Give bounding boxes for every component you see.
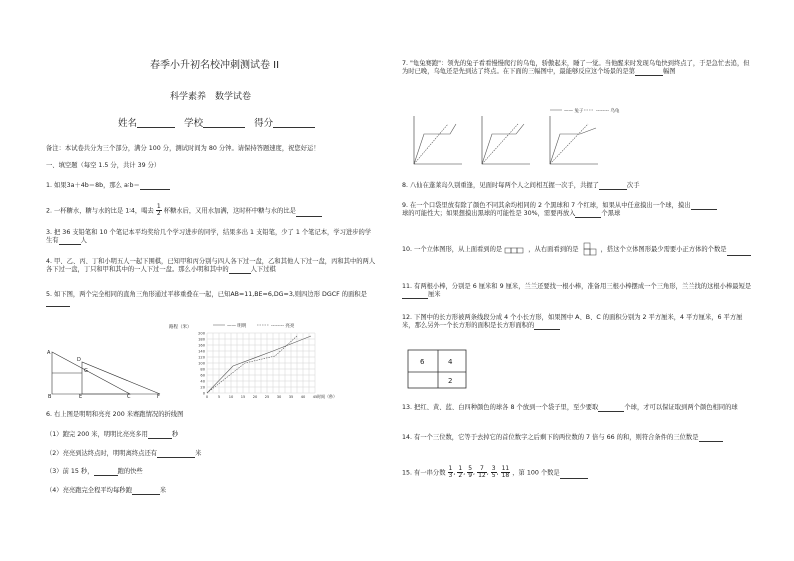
fraction: $\frac{1}{3}$ — [448, 465, 453, 479]
x-tick: 5 — [217, 395, 221, 399]
fraction: $\frac{1}{2}$ — [156, 203, 161, 217]
label-c: C — [127, 394, 131, 400]
question-13-text-a: 13. 把红、黄、蓝、白四种颜色的球各 8 个放到一个袋子里，至少要取 — [402, 404, 599, 411]
school-blank[interactable] — [203, 120, 245, 128]
y-tick: 100 — [198, 361, 205, 366]
question-6-4-text: （4）亮亮跑完全程平均每秒跑 — [46, 487, 132, 494]
label-f: F — [157, 394, 160, 400]
series-line-liangliang — [207, 336, 297, 393]
score-blank[interactable] — [273, 120, 315, 128]
question-6-4 — [46, 487, 166, 495]
x-tick: 25 — [264, 395, 270, 399]
question-15-text-b: ，第 100 个数是 — [512, 469, 560, 477]
chart-x-label: 时间（秒） — [317, 394, 337, 399]
question-13 — [402, 404, 752, 412]
x-tick: 20 — [252, 395, 258, 399]
rectangle-figure — [404, 346, 470, 392]
unit: 次手 — [626, 182, 640, 189]
y-tick: 40 — [200, 379, 205, 384]
question-10-text-c: ，搭这个立体图形最少需要小正方体的个数是 — [600, 246, 727, 253]
name-blank[interactable] — [137, 120, 175, 128]
chart-y-ticks — [198, 331, 206, 395]
school-label: 学校 — [184, 118, 204, 129]
answer-blank[interactable] — [560, 471, 588, 479]
y-tick: 160 — [198, 343, 205, 348]
triangle-figure — [46, 348, 166, 398]
question-6-1-text: （1）跑完 200 米，明明比亮亮多用 — [46, 431, 148, 438]
x-tick: 0 — [205, 395, 209, 399]
answer-blank[interactable] — [534, 322, 560, 330]
question-14-text: 14. 有一个三位数，它等于去掉它的首位数字之后剩下的两位数的 7 倍与 66 的和，则符合条件的三位数是 — [402, 434, 699, 441]
question-15-text-a: 15. 有一串分数 — [402, 469, 446, 477]
question-8-text: 8. 八仙在蓬莱岛久别重逢，见面时每两个人之间相互握一次手，共握了 — [402, 182, 599, 189]
chart-x-ticks — [206, 395, 317, 399]
graph-1-axes — [414, 116, 462, 164]
answer-blank[interactable] — [402, 291, 428, 299]
y-tick: 60 — [200, 373, 205, 378]
fraction: $\frac{1}{2}$ — [458, 465, 463, 479]
y-tick: 0 — [202, 391, 205, 396]
answer-blank[interactable] — [46, 299, 70, 307]
question-4-text: 4. 甲、乙、丙、丁和小明五人一起下围棋，已知甲和丙分别与四人各下过一盘，乙和其他人下过一盘，丙和其中的两人各下过一盘，丁只和甲和其中的一人下过一盘。那么小明和其中的 — [46, 258, 376, 273]
graph-2-rabbit — [482, 124, 524, 164]
score-label: 得分 — [254, 118, 274, 129]
question-2 — [46, 204, 322, 217]
question-10 — [402, 242, 752, 256]
y-tick: 140 — [198, 349, 205, 354]
cell-label: 6 — [420, 358, 425, 366]
answer-blank[interactable] — [296, 209, 322, 217]
exam-subtitle: 科学素养 数学试卷 — [170, 92, 252, 102]
question-5 — [46, 291, 376, 307]
graph-3-tortoise — [550, 124, 588, 164]
right-view-icon — [581, 242, 599, 256]
answer-blank[interactable] — [575, 210, 601, 218]
graph-1-rabbit — [414, 124, 456, 164]
unit: 厘米 — [428, 291, 441, 298]
cell-label: 2 — [448, 377, 453, 385]
unit: 米 — [159, 487, 167, 494]
answer-blank[interactable] — [140, 182, 170, 190]
question-1 — [46, 182, 170, 190]
answer-blank[interactable] — [59, 237, 81, 245]
chart-grid — [207, 333, 315, 393]
question-12 — [402, 314, 752, 330]
question-3-text: 3. 把 36 支铅笔和 10 个笔记本平均奖给几个学习进步的同学，结果多出 1 支铅笔，少了 1 个笔记本，学习进步的学生有 — [46, 229, 372, 244]
fraction: $\frac{11}{18}$ — [501, 465, 510, 479]
question-2-text-b: 杯糖水后，又用水加满，这时杯中糖与水的比是 — [163, 207, 296, 215]
question-7 — [402, 60, 752, 76]
graph-2-tortoise — [482, 124, 518, 164]
answer-blank[interactable] — [132, 487, 160, 495]
cell-label: 4 — [448, 358, 453, 366]
question-15: 15. 有一串分数 $\frac{1}{3}$ , $\frac{1}{2}$ , $\frac{5}{9}$ , $\frac{7}{12}$ , $\frac{3}{5}$ , $\frac{11}{18}$ ，第 100 个数是 — [402, 466, 588, 479]
student-info-row — [118, 120, 315, 128]
section-1-heading: 一、填空题（每空 1.5 分，共计 39 分） — [46, 162, 161, 169]
answer-blank[interactable] — [94, 468, 118, 476]
answer-blank[interactable] — [157, 450, 195, 458]
label-a: A — [47, 350, 51, 356]
x-tick: 45 — [312, 395, 318, 399]
question-6-3-text: （3）前 15 秒， — [46, 468, 94, 475]
question-14 — [402, 434, 752, 442]
name-label: 姓名 — [118, 118, 138, 129]
question-1-text: 1. 如果3a＋4b＝8b，那么 a∶b＝ — [46, 182, 140, 189]
x-tick: 40 — [300, 395, 306, 399]
graph-1-tortoise — [414, 124, 448, 164]
answer-blank[interactable] — [691, 202, 717, 210]
unit: 个黑球 — [601, 210, 621, 217]
answer-blank[interactable] — [598, 404, 624, 412]
x-tick: 30 — [276, 395, 282, 399]
question-6-3 — [46, 468, 143, 476]
question-7-text: 7. "龟兔赛跑"：领先的兔子看看慢慢爬行的乌龟，骄傲起来，睡了一觉。当他醒来时发现乌龟快到终点了，于是急忙去追，但为时已晚，乌龟还是先到达了终点。在下面的三幅图中，最能够反应这个场景的是第 — [402, 60, 750, 75]
top-view-icon — [504, 245, 526, 254]
question-10-text-a: 10. 一个立体图形，从上面看到的是 — [402, 246, 503, 253]
question-11-text: 11. 有两根小棒，分别是 6 厘米和 9 厘米，兰兰还要找一根小棒，准备用三根小棒摆成一个三角形，兰兰找的这根小棒最短是 — [402, 283, 752, 290]
question-12-text: 12. 下图中的长方形被两条线段分成 4 个小长方形，如果图中 A、B、C 的面积分别为 2 平方厘米，4 平方厘米，6 平方厘米，那么另外一个长方形的面积是长方形面积的 — [402, 314, 743, 329]
answer-blank[interactable] — [635, 68, 663, 76]
question-6-2-text: （2）亮亮到达终点时，明明离终点还有 — [46, 450, 158, 457]
label-g: G — [84, 368, 88, 374]
question-4-unit: 人下过棋 — [250, 266, 276, 273]
question-3-unit: 人 — [80, 237, 87, 244]
y-tick: 120 — [198, 355, 205, 360]
question-9-text-b: 球的可能性大；如果想摸出黑球的可能性是 30%，需要再放入 — [402, 210, 576, 217]
chart-y-label: 路程（米） — [169, 325, 192, 330]
answer-blank[interactable] — [148, 431, 172, 439]
graph-3-rabbit — [550, 128, 596, 164]
x-tick: 10 — [228, 395, 234, 399]
y-tick: 20 — [200, 385, 205, 390]
answer-blank[interactable] — [699, 434, 723, 442]
question-6-1 — [46, 431, 178, 439]
exam-title: 春季小升初名校冲刺测试卷 II — [150, 60, 280, 71]
question-5-text: 5. 如下图，两个完全相同的直角三角形通过平移重叠在一起，已知AB=11,BE=6,DG=3,则四边形 DGCF 的面积是 — [46, 291, 367, 298]
question-11 — [402, 283, 752, 299]
question-2-text-a: 2. 一杯糖水，糖与水的比是 1∶4，喝去 — [46, 207, 154, 215]
label-e: E — [79, 394, 83, 400]
label-b: B — [48, 394, 52, 400]
question-9-text-a: 9. 在一个口袋里放有除了颜色不同其余均相同的 2 个黑球和 7 个红球，如果从中任意摸出一个球，摸出 — [402, 202, 691, 209]
legend-mingming: —— 明明 — [227, 324, 247, 329]
answer-blank[interactable] — [599, 182, 627, 190]
legend-liangliang: -------- 亮亮 — [271, 324, 295, 329]
question-8 — [402, 182, 640, 190]
answer-blank[interactable] — [727, 248, 751, 256]
question-6-2 — [46, 450, 201, 458]
legend-rabbit: —— 兔子 — [564, 109, 584, 114]
fraction: $\frac{3}{5}$ — [491, 465, 496, 479]
answer-blank[interactable] — [229, 266, 251, 274]
x-tick: 35 — [288, 395, 294, 399]
graph-2-axes — [482, 116, 530, 164]
label-d: D — [77, 357, 81, 363]
question-3 — [46, 229, 376, 245]
series-line-mingming — [207, 336, 311, 393]
y-tick: 80 — [200, 367, 205, 372]
question-4 — [46, 258, 376, 274]
question-9 — [402, 202, 752, 218]
unit: 米 — [195, 450, 202, 457]
fraction: $\frac{5}{9}$ — [468, 465, 473, 479]
unit: 秒 — [171, 431, 179, 438]
race-line-chart — [163, 318, 338, 400]
exam-note: 备注：本试卷共分为三个部分，满分 100 分，测试时间为 80 分钟。请保持答题速度，祝您好运！ — [46, 145, 320, 152]
tortoise-hare-figure — [410, 104, 620, 172]
y-tick: 200 — [198, 331, 205, 336]
question-10-text-b: ，从右面看到的是 — [528, 246, 579, 253]
question-6: 6. 右上图是明明和亮亮 200 米赛跑情况的折线图 — [46, 411, 184, 418]
unit: 幅图 — [662, 68, 676, 75]
y-tick: 180 — [198, 337, 205, 342]
unit: 跑的快些 — [117, 468, 143, 475]
fraction: $\frac{7}{12}$ — [478, 465, 486, 479]
question-13-text-b: 个球，才可以保证取到两个颜色相同的球 — [624, 404, 738, 411]
x-tick: 15 — [240, 395, 246, 399]
legend-tortoise: -------- 乌龟 — [596, 109, 620, 114]
